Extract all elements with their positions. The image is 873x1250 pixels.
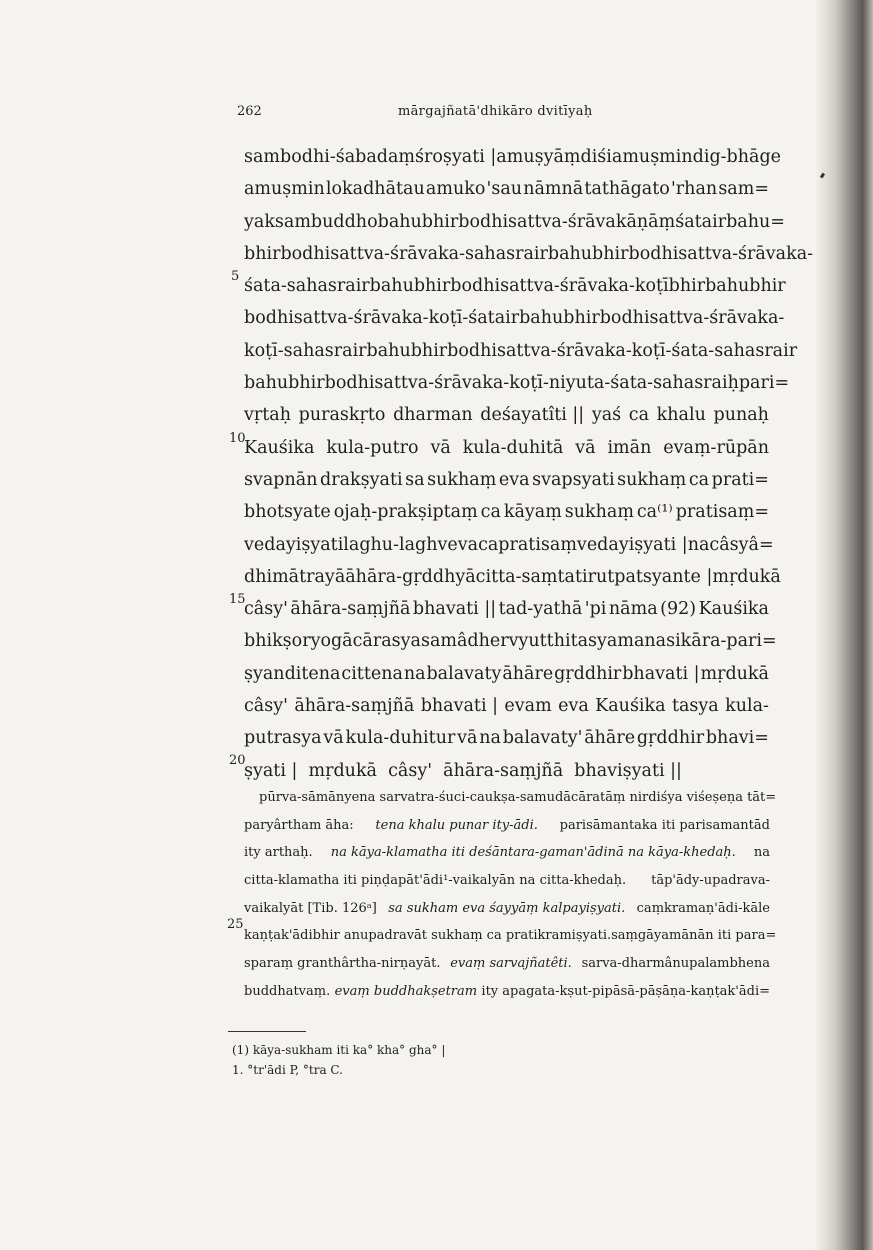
word: evaṃ-rūpān <box>663 437 769 458</box>
word: balavaty' <box>502 728 583 749</box>
word: nāmnā <box>523 179 584 200</box>
word: ca <box>478 534 499 555</box>
word: vṛtaḥ <box>244 405 291 426</box>
word: ṣyati | mṛdukā câsy' āhāra-saṃjñā bhaviṣyati || <box>244 760 682 781</box>
word: bahubhir <box>244 373 325 394</box>
text-line <box>244 529 774 561</box>
commentary-line <box>244 812 770 840</box>
text-line <box>244 367 790 399</box>
text-line <box>244 690 769 722</box>
text-line <box>244 238 814 270</box>
footnote-rule <box>228 1031 306 1032</box>
word: bodhisattva-śrāvakāṇāṃ <box>458 211 676 232</box>
word: drakṣyati <box>320 469 403 490</box>
commentary-segment: citta-klamatha iti piṇḍapāt'ādi¹-vaikalyān na citta-khedaḥ. <box>244 873 627 889</box>
commentary-line <box>244 895 770 923</box>
word: śroṣyati | <box>415 147 497 167</box>
word: kula- <box>725 696 769 717</box>
word: svapnān <box>244 469 318 490</box>
word: na <box>687 534 710 555</box>
text-line <box>244 270 786 302</box>
commentary-segment: parisāmantaka iti parisamantād <box>559 817 770 833</box>
word: bodhisattva-śrāvaka- <box>599 308 785 329</box>
commentary-line <box>244 867 770 895</box>
text-line <box>244 496 769 528</box>
word: pratisaṃ= <box>675 502 769 523</box>
word: bhavati | <box>420 696 499 717</box>
word: puraskṛto <box>298 405 386 426</box>
word: tad-yathā <box>498 599 583 620</box>
commentary-block <box>244 784 777 1006</box>
word: amuṣmin <box>611 147 693 167</box>
commentary-line <box>244 950 770 978</box>
running-head: mārgajñatā'dhikāro dvitīyaḥ <box>398 104 593 119</box>
word: yaś <box>591 405 622 426</box>
text-line <box>244 464 769 496</box>
word: bodhisattva-śrāvaka-koṭī-śatair <box>244 308 520 329</box>
word: câsyâ= <box>709 534 774 555</box>
commentary-segment: na <box>753 845 770 861</box>
word: na <box>479 728 501 749</box>
commentary-segment: pūrva-sāmānyena sarvatra-śuci-caukṣa-samudācāratāṃ nirdiśya viśeṣeṇa tāt= <box>259 790 777 805</box>
word: koṭī-sahasrair <box>244 340 367 361</box>
line-number: 5 <box>231 269 240 284</box>
line-number: 15 <box>229 592 246 607</box>
word: bodhisattva-śrāvaka-koṭī-śata-sahasrair <box>447 340 798 361</box>
word: sukhaṃ <box>617 469 687 490</box>
commentary-segment: ity apagata-kṣut-pipāsā-pāṣāṇa-kaṇṭak'ādi= <box>481 983 770 999</box>
word: bahubhir <box>377 211 459 232</box>
word: punaḥ <box>713 405 769 426</box>
word: pari= <box>738 373 790 394</box>
word: amuṣyāṃ <box>496 147 581 167</box>
word: vā <box>430 437 451 458</box>
word: dharman <box>393 405 473 426</box>
word: mṛdukā <box>700 663 769 684</box>
word: bhavati | <box>622 663 700 684</box>
word: bahu= <box>726 211 785 232</box>
commentary-segment: kaṇṭak'ādibhir anupadravāt sukhaṃ ca pratikramiṣyati. <box>244 928 612 944</box>
word: ca <box>688 469 710 490</box>
word: kula-duhitā <box>462 437 564 458</box>
word: evam <box>504 696 552 717</box>
word: Kauśika <box>698 599 769 620</box>
word: khalu <box>656 405 706 426</box>
word: svapsyati <box>532 469 615 490</box>
word: citta-saṃtatir <box>475 566 596 587</box>
word: balavaty <box>426 663 502 684</box>
commentary-segment: na kāya-klamatha iti deśāntara-gaman'ādinā na kāya-khedaḥ. <box>330 845 736 861</box>
commentary-segment: caṃkramaṇ'ādi-kāle <box>636 900 770 916</box>
word: tathāgato <box>584 179 670 200</box>
text-line <box>244 755 769 787</box>
main-text-block <box>244 141 814 787</box>
line-number: 25 <box>227 917 244 932</box>
commentary-segment: vaikalyāt [Tib. 126ᵃ] <box>244 900 377 916</box>
commentary-segment: sa sukham eva śayyāṃ kalpayiṣyati. <box>388 900 626 916</box>
text-line <box>244 335 798 367</box>
word: putrasya <box>244 728 322 749</box>
word: (92) <box>660 599 697 620</box>
footnote: 1. °tr'ādi P, °tra C. <box>232 1063 343 1077</box>
word: sam= <box>718 179 769 200</box>
text-line <box>244 141 782 173</box>
footnote: (1) kāya-sukham iti ka° kha° gha° | <box>232 1043 446 1057</box>
word: ojaḥ-prakṣiptaṃ <box>333 502 478 523</box>
word: 'rhan <box>671 179 718 200</box>
word: na <box>403 663 426 684</box>
word: śata-sahasrair <box>244 276 370 297</box>
word: bodhisattva-śrāvaka-sahasrair <box>280 243 548 264</box>
book-binding-shadow <box>815 0 873 1250</box>
word: bahubhir <box>547 243 629 264</box>
word: bahubhir <box>519 308 600 329</box>
word: câsy' <box>244 599 288 620</box>
commentary-segment: buddhatvaṃ. <box>244 983 331 999</box>
word: śatair <box>675 211 727 232</box>
word: ca⁽¹⁾ <box>636 502 673 523</box>
word: tasya <box>671 696 719 717</box>
line-number: 20 <box>229 753 246 768</box>
text-line <box>244 722 769 754</box>
word: yaksambuddho <box>244 211 378 232</box>
commentary-line <box>244 784 777 812</box>
word: kula-putro <box>326 437 419 458</box>
word: dig-bhāge <box>692 147 782 167</box>
commentary-segment: paryârtham āha: <box>244 817 354 833</box>
word: āhāre <box>584 728 636 749</box>
word: kāyaṃ <box>503 502 562 523</box>
word: mṛdukā <box>712 566 781 587</box>
word: gṛddhir <box>636 728 705 749</box>
commentary-segment: evaṃ buddhakṣetram <box>334 983 478 999</box>
word: eva <box>498 469 530 490</box>
word: ṣyanditena <box>244 663 341 684</box>
word: vā <box>457 728 478 749</box>
word: āhāra-gṛddhyā <box>345 566 476 587</box>
word: 'pi <box>584 599 607 620</box>
word: sukhaṃ <box>564 502 634 523</box>
word: Kauśika <box>244 437 315 458</box>
word: manasikāra-pari= <box>617 631 777 652</box>
commentary-line <box>244 978 770 1006</box>
commentary-line <box>244 922 777 950</box>
word: eva <box>558 696 589 717</box>
word: Kauśika <box>595 696 666 717</box>
word: samâdher <box>420 631 509 652</box>
word: sambodhi-śabadaṃ <box>244 147 416 167</box>
word: bhavati || <box>412 599 497 620</box>
commentary-segment: tena khalu punar ity-ādi. <box>375 817 538 833</box>
text-line <box>244 432 769 464</box>
commentary-segment: sparaṃ granthârtha-nirṇayāt. <box>244 956 441 972</box>
text-line <box>244 302 785 334</box>
word: deśayatîti || <box>480 405 585 426</box>
word: bahubhir <box>366 340 448 361</box>
word: diśi <box>580 147 612 167</box>
commentary-line <box>244 839 770 867</box>
text-line <box>244 561 781 593</box>
word: eva <box>447 534 479 555</box>
text-line <box>244 399 769 431</box>
word: câsy' <box>244 696 288 717</box>
commentary-segment: ity arthaḥ. <box>244 845 313 861</box>
word: bahubhir <box>369 276 451 297</box>
word: ca <box>480 502 501 523</box>
word: gṛddhir <box>554 663 622 684</box>
word: bhir <box>244 243 281 264</box>
footnotes <box>232 1040 445 1080</box>
word: bhavi= <box>705 728 769 749</box>
text-line <box>244 625 777 657</box>
commentary-segment: saṃgāyamānān iti para= <box>611 928 777 944</box>
line-number: 10 <box>229 431 246 446</box>
word: sukhaṃ <box>427 469 497 490</box>
word: 'sau <box>486 179 523 200</box>
word: vā <box>575 437 596 458</box>
word: pratisaṃvedayiṣyati | <box>498 534 688 555</box>
page-number: 262 <box>237 104 262 119</box>
commentary-segment: evaṃ sarvajñatêti. <box>450 956 572 972</box>
word: bodhisattva-śrāvaka-koṭībhir <box>450 276 706 297</box>
word: amuṣmin <box>244 179 325 200</box>
word: dhimātrayā <box>244 566 346 587</box>
word: imān <box>607 437 652 458</box>
word: bhotsyate <box>244 502 331 523</box>
word: cittena <box>341 663 403 684</box>
word: vedayiṣyati <box>244 534 344 555</box>
commentary-segment: tāp'ādy-upadrava- <box>651 873 770 889</box>
commentary-segment: sarva-dharmânupalambhena <box>581 956 770 972</box>
text-line <box>244 173 769 205</box>
word: sa <box>405 469 425 490</box>
word: bhikṣor <box>244 631 311 652</box>
word: bahubhir <box>705 276 786 297</box>
word: āhāra-saṃjñā <box>290 599 411 620</box>
word: kula-duhitur <box>345 728 456 749</box>
text-line <box>244 593 769 625</box>
word: bodhisattva-śrāvaka- <box>628 243 814 264</box>
word: āhāre <box>502 663 554 684</box>
word: nāma <box>608 599 658 620</box>
text-line <box>244 206 785 238</box>
word: yogācārasya <box>310 631 421 652</box>
word: lokadhātau <box>325 179 425 200</box>
word: ca <box>628 405 650 426</box>
word: vā <box>323 728 344 749</box>
word: amuko <box>425 179 486 200</box>
word: utpatsyante | <box>595 566 713 587</box>
word: prati= <box>711 469 769 490</box>
text-line <box>244 658 769 690</box>
word: vyutthitasya <box>508 631 618 652</box>
word: laghu-laghv <box>343 534 448 555</box>
word: āhāra-saṃjñā <box>294 696 415 717</box>
word: bodhisattva-śrāvaka-koṭī-niyuta-śata-sahasraiḥ <box>324 373 739 394</box>
